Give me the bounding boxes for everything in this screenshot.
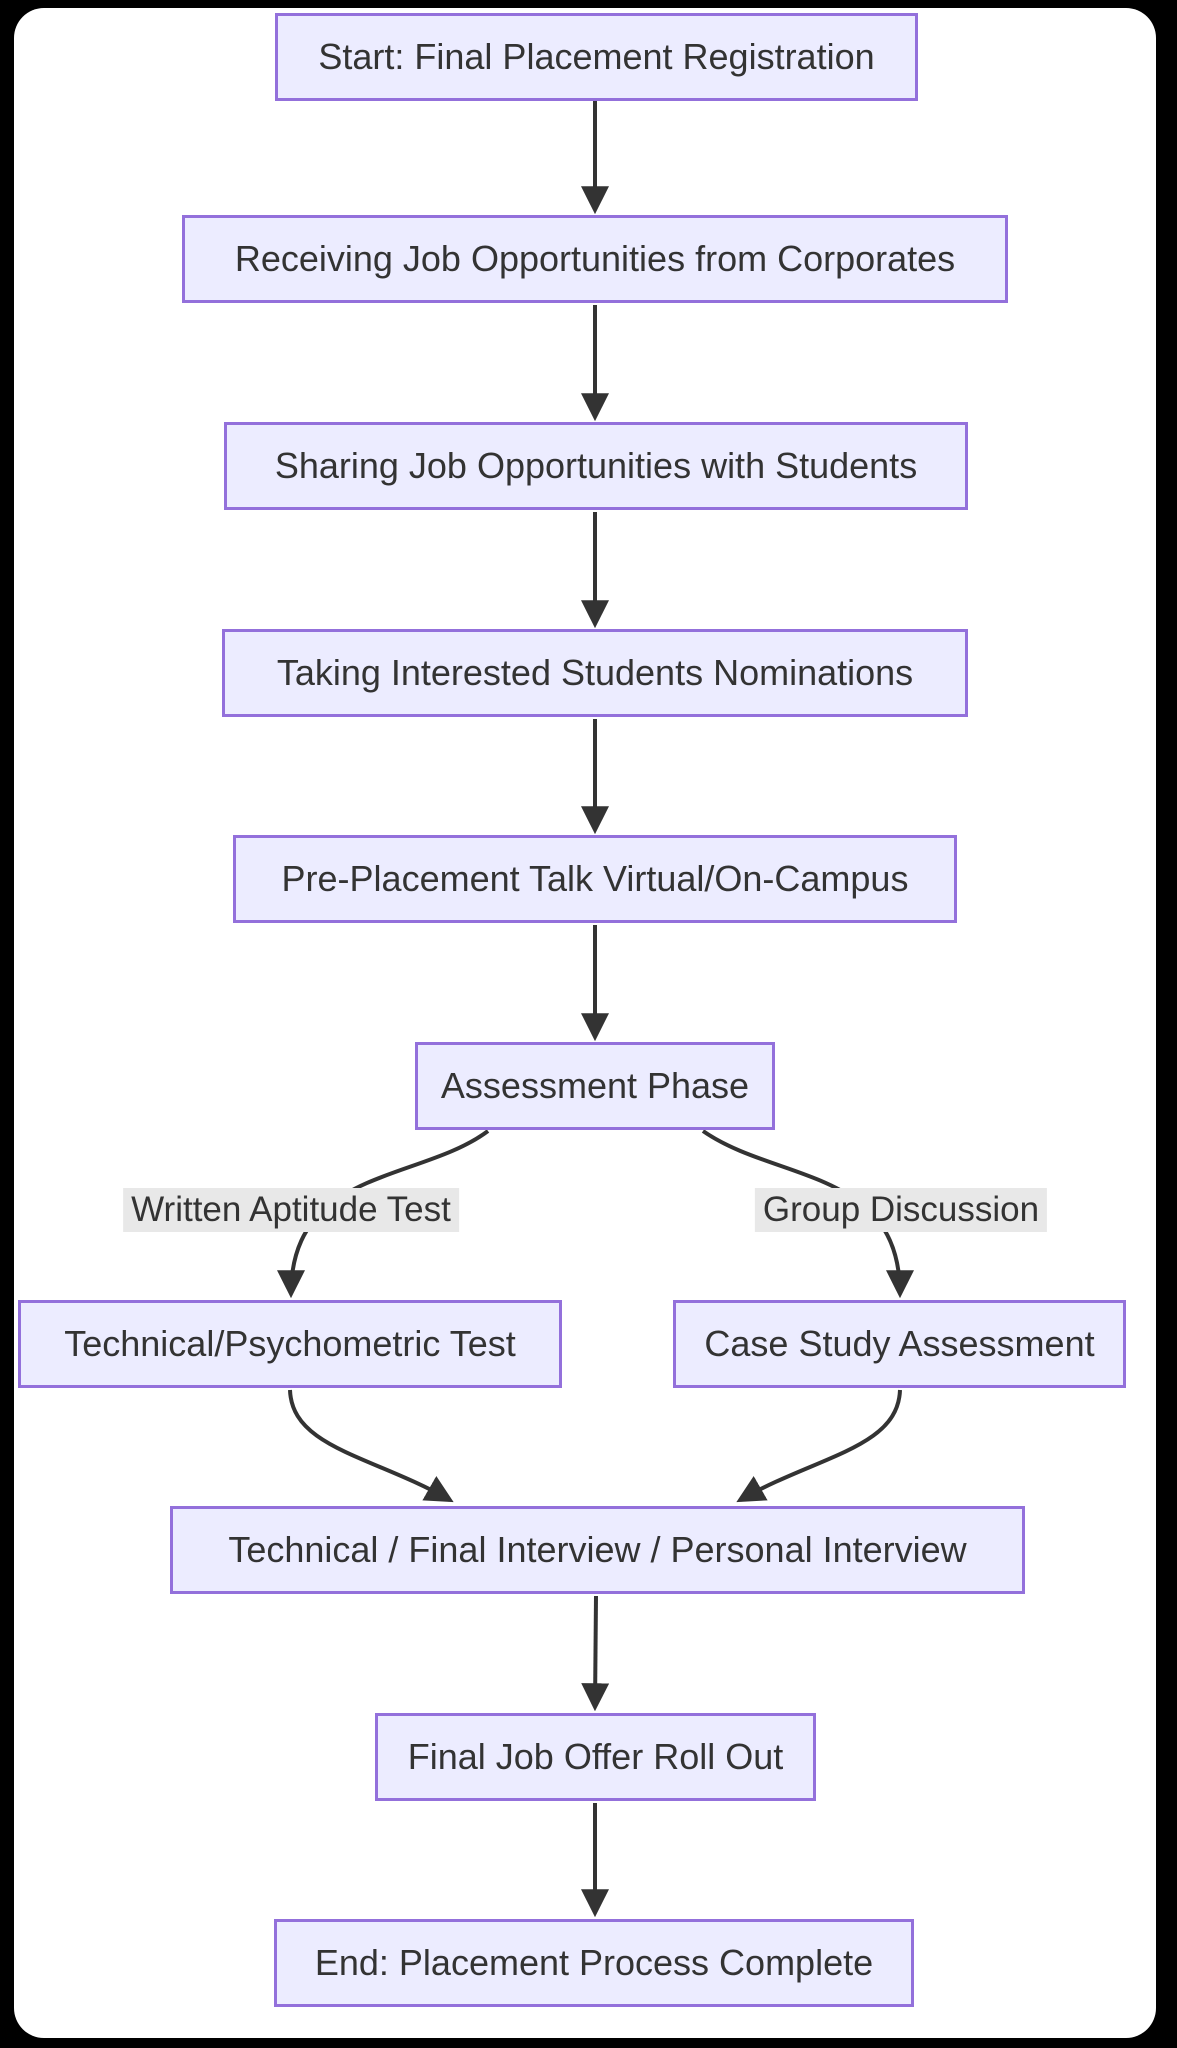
flow-node-technical-psychometric-label: Technical/Psychometric Test bbox=[64, 1323, 516, 1365]
edge-interview-to-final-offer bbox=[595, 1596, 596, 1707]
flow-node-receiving-label: Receiving Job Opportunities from Corporates bbox=[234, 238, 956, 280]
flow-node-nominations-label: Taking Interested Students Nominations bbox=[276, 652, 914, 694]
flow-node-case-study-assessment bbox=[673, 1300, 1126, 1388]
flow-node-sharing-label: Sharing Job Opportunities with Students bbox=[274, 445, 918, 487]
flow-node-technical-psychometric-test bbox=[18, 1300, 562, 1388]
flow-node-assessment-phase-label: Assessment Phase bbox=[440, 1065, 750, 1107]
flow-node-student-nominations bbox=[222, 629, 968, 717]
edge-technical-psychometric-to-interview bbox=[290, 1390, 450, 1500]
flow-node-pre-placement-talk bbox=[233, 835, 957, 923]
flow-node-start-label: Start: Final Placement Registration bbox=[318, 36, 875, 78]
flow-node-sharing-job-opportunities bbox=[224, 422, 968, 510]
flow-node-assessment-phase bbox=[415, 1042, 775, 1130]
edge-case-study-to-interview bbox=[740, 1390, 900, 1500]
edge-label-written-aptitude-test: Written Aptitude Test bbox=[123, 1188, 459, 1232]
flow-node-final-job-offer bbox=[375, 1713, 816, 1801]
flow-node-end bbox=[274, 1919, 914, 2007]
flow-node-interview-label: Technical / Final Interview / Personal Interview bbox=[228, 1529, 967, 1571]
flow-node-final-job-offer-label: Final Job Offer Roll Out bbox=[407, 1736, 784, 1778]
flow-node-receiving-job-opportunities bbox=[182, 215, 1008, 303]
flow-node-end-label: End: Placement Process Complete bbox=[314, 1942, 874, 1984]
edge-label-group-discussion: Group Discussion bbox=[755, 1188, 1047, 1232]
flow-node-interview bbox=[170, 1506, 1025, 1594]
flow-node-pre-placement-talk-label: Pre-Placement Talk Virtual/On-Campus bbox=[281, 858, 909, 900]
flow-node-case-study-label: Case Study Assessment bbox=[704, 1323, 1095, 1365]
flow-node-start bbox=[275, 13, 918, 101]
